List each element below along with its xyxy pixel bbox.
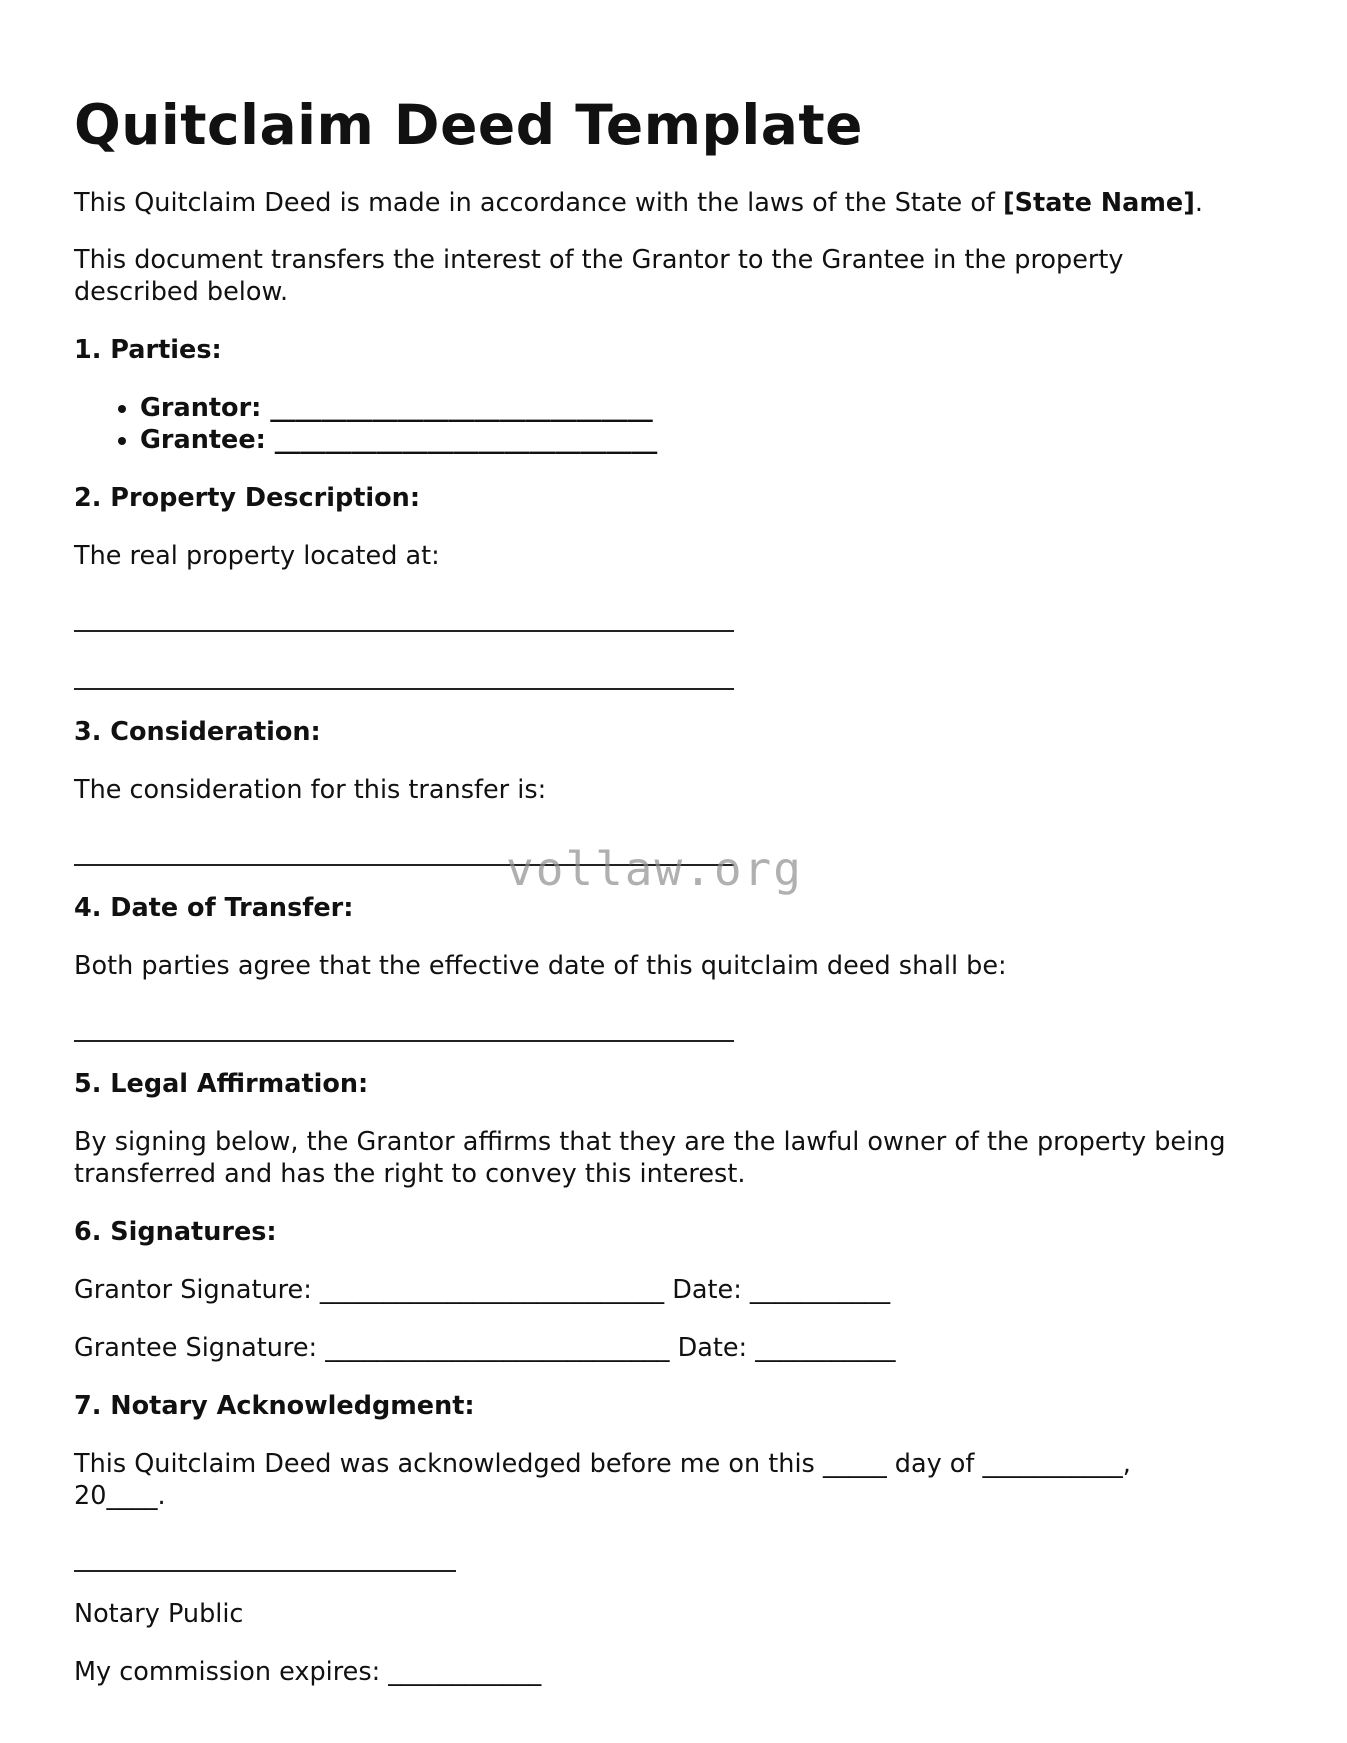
section-signatures-heading: 6. Signatures: [74,1217,277,1247]
notary-signature-line[interactable] [74,1512,456,1572]
intro-line-2: This document transfers the interest of the Grantor to the Grantee in the property described below. [74,245,1124,307]
section-date-heading: 4. Date of Transfer: [74,893,354,923]
property-address-line-1[interactable] [74,572,734,632]
watermark: vollaw.org [506,842,803,896]
grantor-blank[interactable]: ______________________________ [270,393,653,423]
parties-list [74,392,1304,456]
commission-expires[interactable]: My commission expires: ____________ [74,1657,542,1687]
date-text: Both parties agree that the effective date of this quitclaim deed shall be: [74,951,1007,981]
grantee-label: Grantee: [140,425,266,455]
intro-line-1-text: This Quitclaim Deed is made in accordance with the laws of the State of [74,188,1004,218]
grantee-signature-row[interactable]: Grantee Signature: ___________________________ Date: ___________ [74,1333,896,1363]
intro-line-1-suffix: . [1194,188,1203,218]
grantee-item [140,424,1304,456]
notary-text: This Quitclaim Deed was acknowledged before me on this _____ day of ___________, 20____. [74,1449,1131,1511]
affirmation-text: By signing below, the Grantor affirms that they are the lawful owner of the property being transferred and has the right to convey this interest. [74,1127,1226,1189]
intro-line-1 [74,187,1304,219]
section-consideration-heading: 3. Consideration: [74,717,321,747]
property-text: The real property located at: [74,541,440,571]
notary-public-label: Notary Public [74,1599,244,1629]
grantor-item [140,392,1304,424]
grantee-blank[interactable]: ______________________________ [274,425,658,455]
section-affirmation-heading: 5. Legal Affirmation: [74,1069,369,1099]
state-name-placeholder: [State Name] [1003,188,1195,218]
grantor-label: Grantor: [140,393,262,423]
section-parties-heading: 1. Parties: [74,335,222,365]
date-line[interactable] [74,982,734,1042]
property-address-line-2[interactable] [74,632,734,690]
section-notary-heading: 7. Notary Acknowledgment: [74,1391,475,1421]
section-property-heading: 2. Property Description: [74,483,421,513]
consideration-text: The consideration for this transfer is: [74,775,547,805]
document-title: Quitclaim Deed Template [74,93,863,157]
grantor-signature-row[interactable]: Grantor Signature: ___________________________ Date: ___________ [74,1275,891,1305]
